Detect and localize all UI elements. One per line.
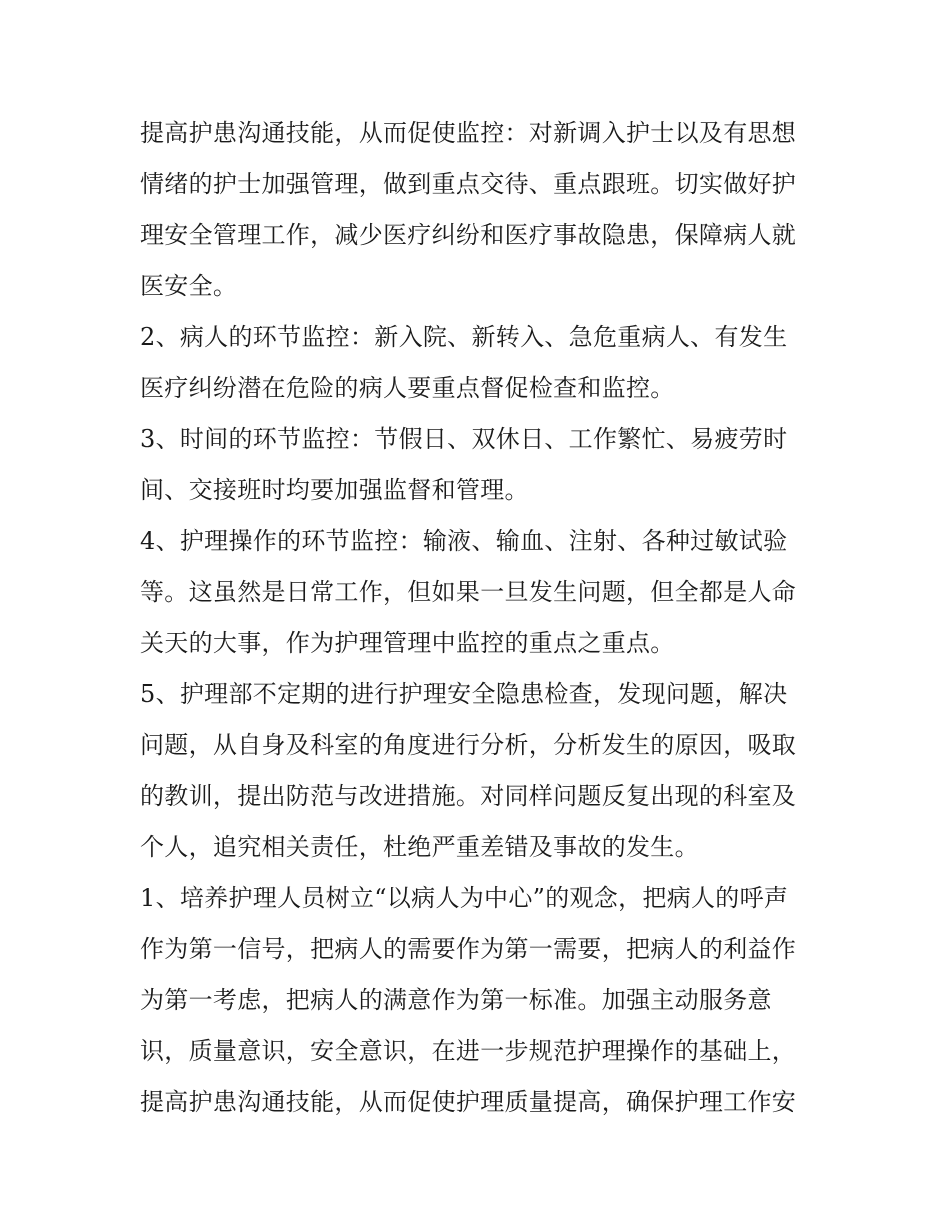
text-line: 问题，从自身及科室的角度进行分析，分析发生的原因，吸取	[140, 731, 797, 759]
text-line: 情绪的护士加强管理，做到重点交待、重点跟班。切实做好护	[140, 170, 797, 198]
text-line: 理安全管理工作，减少医疗纠纷和医疗事故隐患，保障病人就	[140, 221, 797, 249]
text-line: 医疗纠纷潜在危险的病人要重点督促检查和监控。	[140, 374, 675, 402]
text-line: 关天的大事，作为护理管理中监控的重点之重点。	[140, 629, 675, 657]
text-line: 间、交接班时均要加强监督和管理。	[140, 476, 529, 504]
text-line: 3、时间的环节监控：节假日、双休日、工作繁忙、易疲劳时	[140, 425, 788, 453]
text-line: 提高护患沟通技能，从而促使监控：对新调入护士以及有思想	[140, 119, 797, 147]
text-line: 为第一考虑，把病人的满意作为第一标准。加强主动服务意	[140, 986, 772, 1014]
text-line: 医安全。	[140, 272, 238, 300]
text-line: 提高护患沟通技能，从而促使护理质量提高，确保护理工作安	[140, 1088, 797, 1116]
text-line: 2、病人的环节监控：新入院、新转入、急危重病人、有发生	[140, 323, 788, 351]
text-line: 等。这虽然是日常工作，但如果一旦发生问题，但全都是人命	[140, 578, 797, 606]
text-line: 1、培养护理人员树立“以病人为中心”的观念，把病人的呼声	[140, 884, 789, 912]
text-line: 5、护理部不定期的进行护理安全隐患检查，发现问题，解决	[140, 680, 788, 708]
document-body	[140, 108, 812, 1128]
text-line: 作为第一信号，把病人的需要作为第一需要，把病人的利益作	[140, 935, 797, 963]
text-line: 的教训，提出防范与改进措施。对同样问题反复出现的科室及	[140, 782, 797, 810]
text-line: 个人，追究相关责任，杜绝严重差错及事故的发生。	[140, 833, 699, 861]
text-line: 识，质量意识，安全意识，在进一步规范护理操作的基础上，	[140, 1037, 797, 1065]
text-line: 4、护理操作的环节监控：输液、输血、注射、各种过敏试验	[140, 527, 788, 555]
